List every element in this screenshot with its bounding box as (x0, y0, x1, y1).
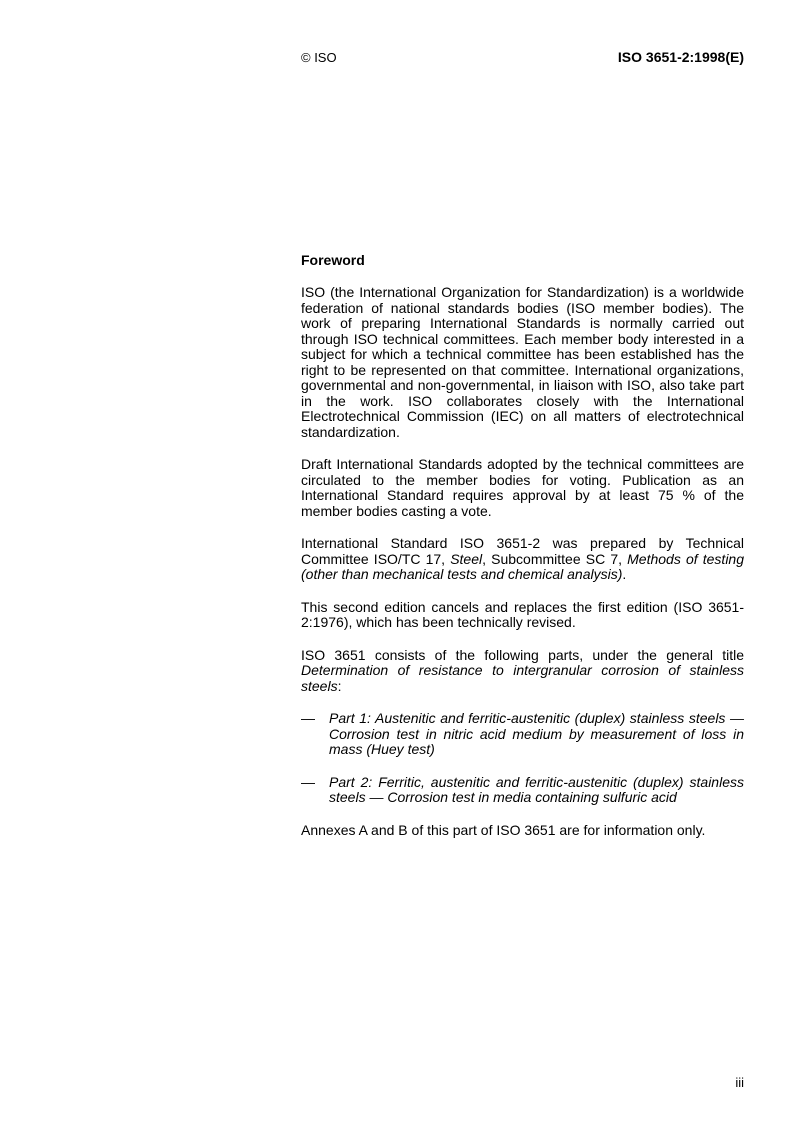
page-number: iii (735, 1075, 744, 1090)
list-dash: — (301, 773, 315, 790)
paragraph-draft-standards: Draft International Standards adopted by the technical committees are circulated to the member bodies for voting. Publication as an International Standard requires approval by at least 75 % of the member bodies casting a vote. (301, 456, 744, 519)
part-2-title: Part 2: Ferritic, austenitic and ferritic-austenitic (duplex) stainless steels — Corrosion test in media containing sulfuric acid (329, 773, 744, 805)
text-span: International Standard ISO 3651-2 was prepared by Technical Committee ISO/TC 17, (301, 535, 744, 567)
paragraph-preparation (301, 536, 744, 583)
list-item (301, 711, 744, 758)
document-id: ISO 3651-2:1998(E) (617, 49, 744, 65)
list-item (301, 775, 744, 806)
text-span: : (337, 677, 342, 694)
part-1-title: Part 1: Austenitic and ferritic-austenitic (duplex) stainless steels — Corrosion test in nitric acid medium by measurement of loss in mass (Huey test) (329, 710, 744, 757)
paragraph-annexes: Annexes A and B of this part of ISO 3651 are for information only. (301, 821, 706, 838)
copyright-notice: © ISO (301, 50, 337, 65)
subcommittee-name: Methods of testing (other than mechanical tests and chemical analysis) (301, 550, 744, 582)
paragraph-parts-intro (301, 648, 744, 695)
text-span: ISO 3651 consists of the following parts, under the general title (301, 646, 744, 663)
paragraph-edition: This second edition cancels and replaces the first edition (ISO 3651-2:1976), which has been technically revised. (301, 598, 744, 630)
section-title: Foreword (301, 252, 365, 268)
text-span: , Subcommittee SC 7, (482, 550, 628, 567)
general-title: Determination of resistance to intergranular corrosion of stainless steels (301, 662, 744, 694)
committee-name: Steel (450, 550, 483, 567)
text-span: . (622, 566, 627, 582)
list-dash: — (301, 710, 315, 726)
parts-list (301, 711, 744, 806)
paragraph-iso-overview: ISO (the International Organization for Standardization) is a worldwide federation of national standards bodies (ISO member bodies). The work of preparing International Standards is normally carried out through ISO technical committees. Each member body interested in a subject for which a technical committee has been established has the right to be represented on that committee. International organizations, governmental and non-governmental, in liaison with ISO, also take part in the work. ISO collaborates closely with the International Electrotechnical Commission (IEC) on all matters of electrotechnical standardization. (301, 284, 744, 440)
foreword-section (301, 252, 744, 855)
